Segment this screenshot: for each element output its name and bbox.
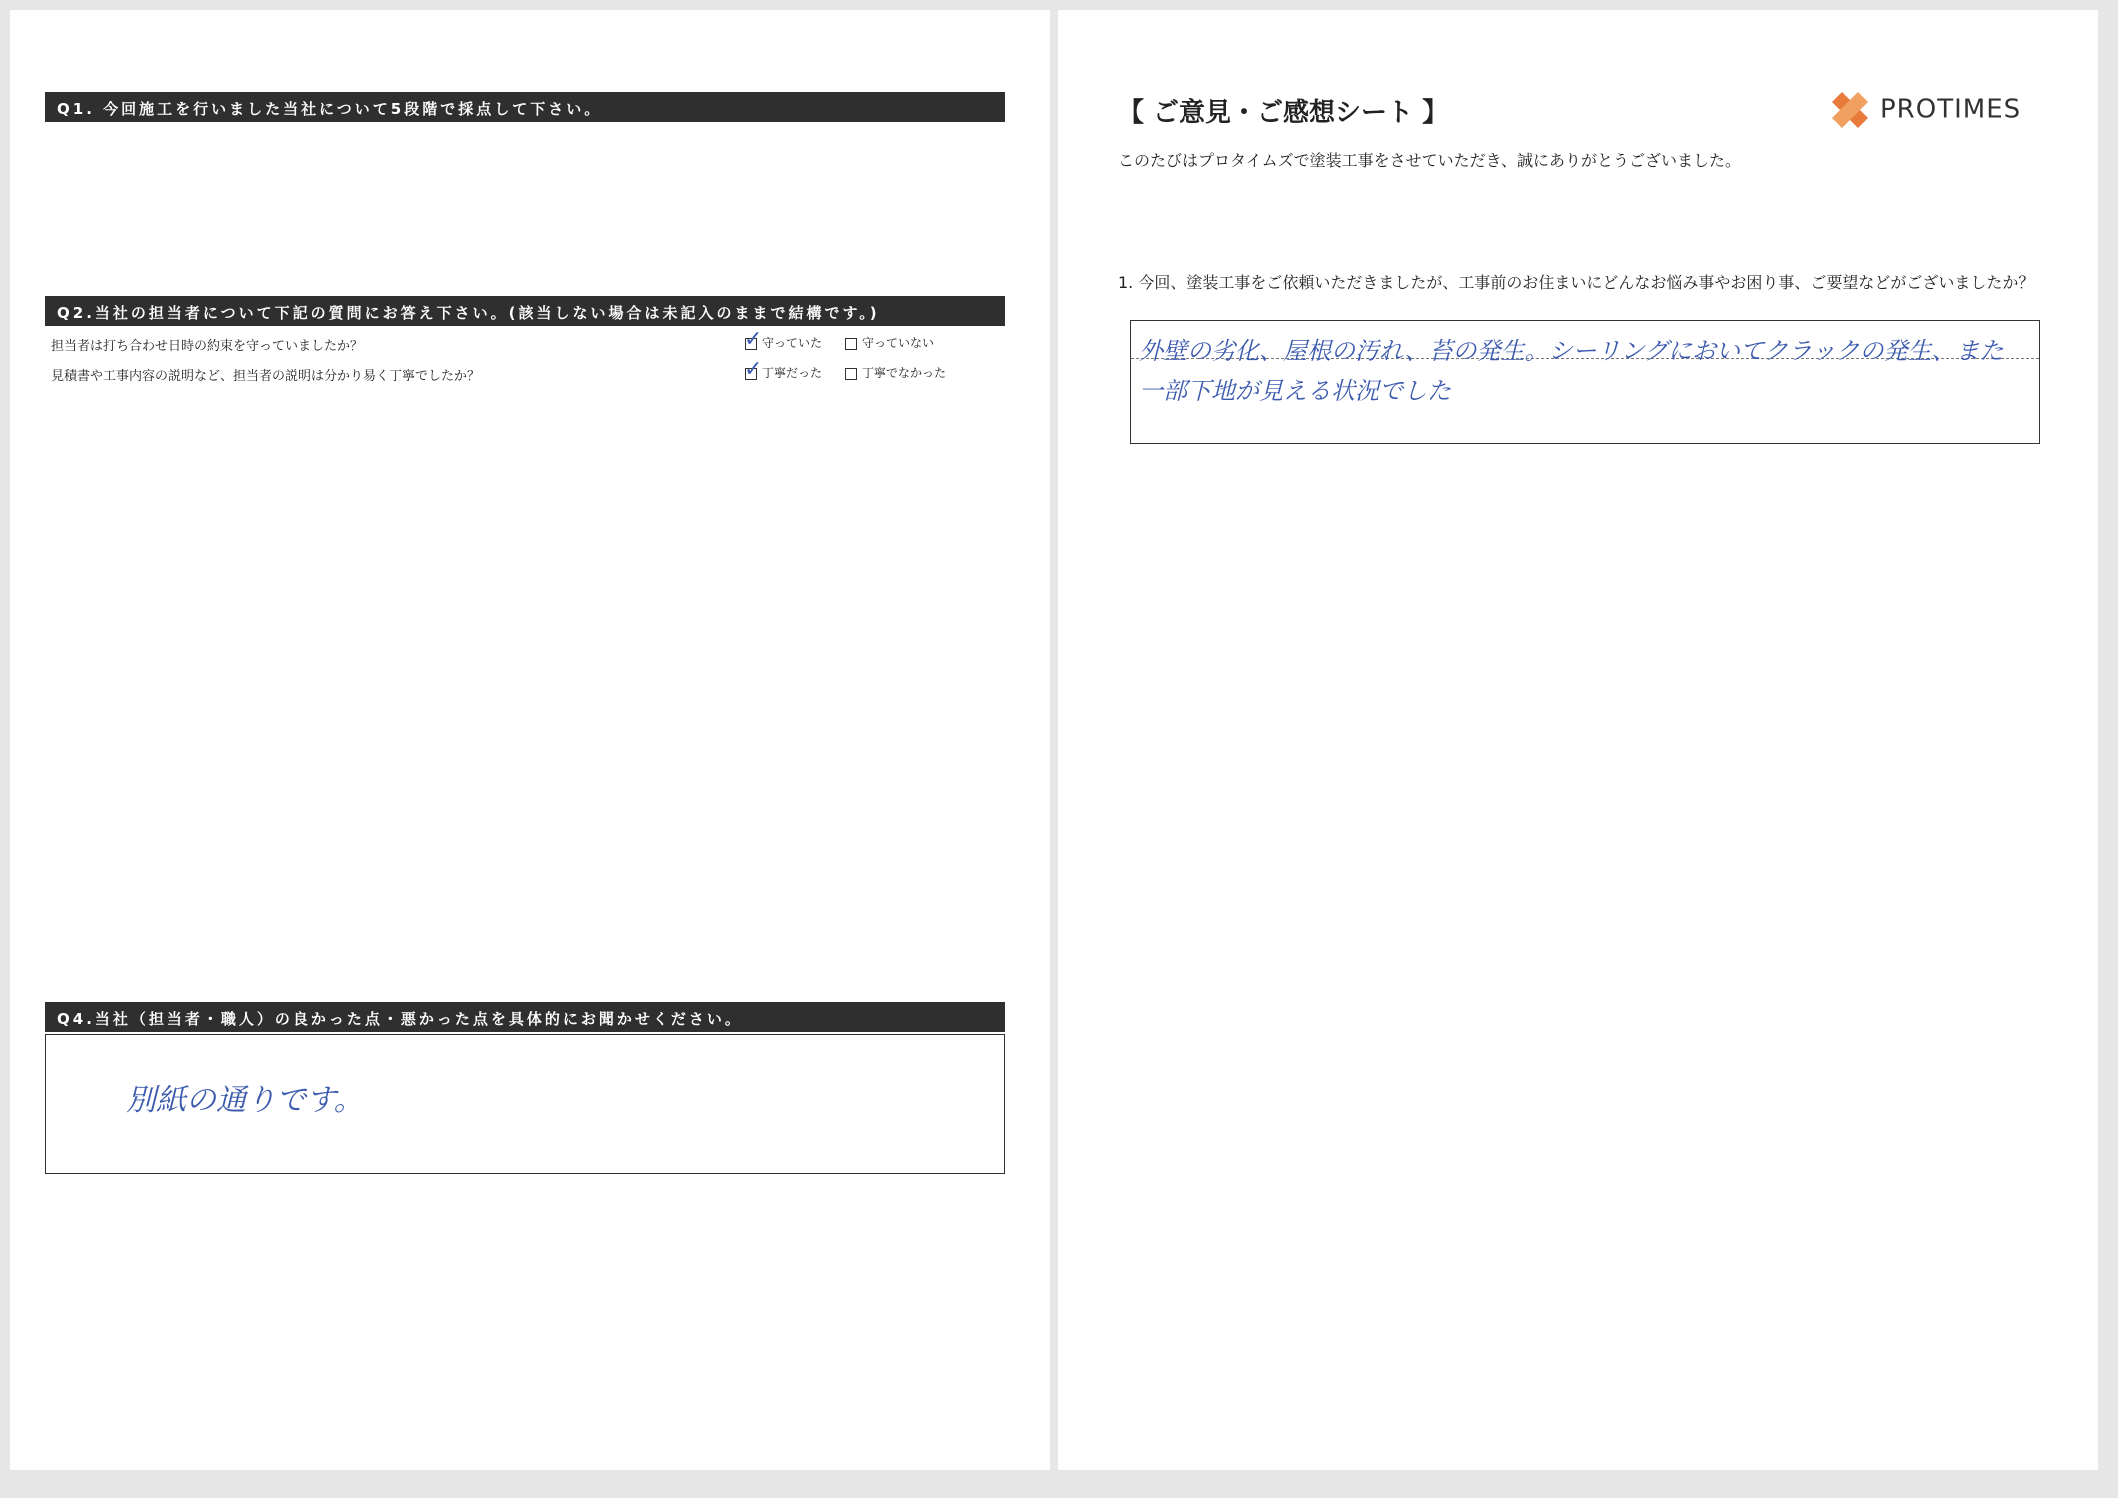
option-label: 守っていない bbox=[862, 336, 935, 350]
q4-answer-box bbox=[45, 1034, 1005, 1174]
protimes-logo-icon bbox=[1828, 88, 1872, 132]
checkbox[interactable] bbox=[745, 368, 757, 380]
q4-header: Q4.当社（担当者・職人）の良かった点・悪かった点を具体的にお聞かせください。 bbox=[45, 1002, 1005, 1032]
r1-question: 1. 今回、塗装工事をご依頼いただきましたが、工事前のお住まいにどんなお悩み事やお困り事、ご要望などがございましたか？ bbox=[1118, 273, 2035, 292]
sheet-title: 【 ご意見・ご感想シート 】 bbox=[1118, 98, 1449, 128]
option-label: 丁寧でなかった bbox=[862, 366, 947, 380]
checkbox[interactable] bbox=[845, 368, 857, 380]
q2-header: Q2.当社の担当者について下記の質問にお答え下さい。(該当しない場合は未記入のままで結構です。) bbox=[45, 296, 1005, 326]
r1-answer-box bbox=[1130, 320, 2040, 444]
option-label: 丁寧だった bbox=[762, 366, 823, 380]
q4-answer: 別紙の通りです。 bbox=[126, 1083, 364, 1118]
question: 見積書や工事内容の説明など、担当者の説明は分かり易く丁寧でしたか？ bbox=[51, 369, 481, 384]
option-no bbox=[845, 364, 946, 381]
intro-text: このたびはプロタイムズで塗装工事をさせていただき、誠にありがとうございました。 bbox=[1118, 151, 1742, 170]
r1-answer: 外壁の劣化、屋根の汚れ、苔の発生。シーリングにおいてクラックの発生、また一部下地が見える状況でした bbox=[1139, 337, 2004, 405]
protimes-logo bbox=[1828, 88, 2021, 132]
option-no bbox=[845, 334, 934, 351]
survey-sheet-left bbox=[10, 10, 1050, 1470]
option-label: 守っていた bbox=[762, 336, 823, 350]
option-yes bbox=[745, 334, 822, 351]
question: 担当者は打ち合わせ日時の約束を守っていましたか？ bbox=[51, 339, 364, 354]
logo-text: PROTIMES bbox=[1880, 94, 2022, 125]
q1-header: Q1. 今回施工を行いました当社について5段階で採点して下さい。 bbox=[45, 92, 1005, 122]
q2-row bbox=[45, 358, 1005, 388]
checkbox[interactable] bbox=[845, 338, 857, 350]
survey-sheet-right bbox=[1058, 10, 2098, 1470]
q2-row bbox=[45, 328, 1005, 358]
checkbox[interactable] bbox=[745, 338, 757, 350]
option-yes bbox=[745, 364, 822, 381]
